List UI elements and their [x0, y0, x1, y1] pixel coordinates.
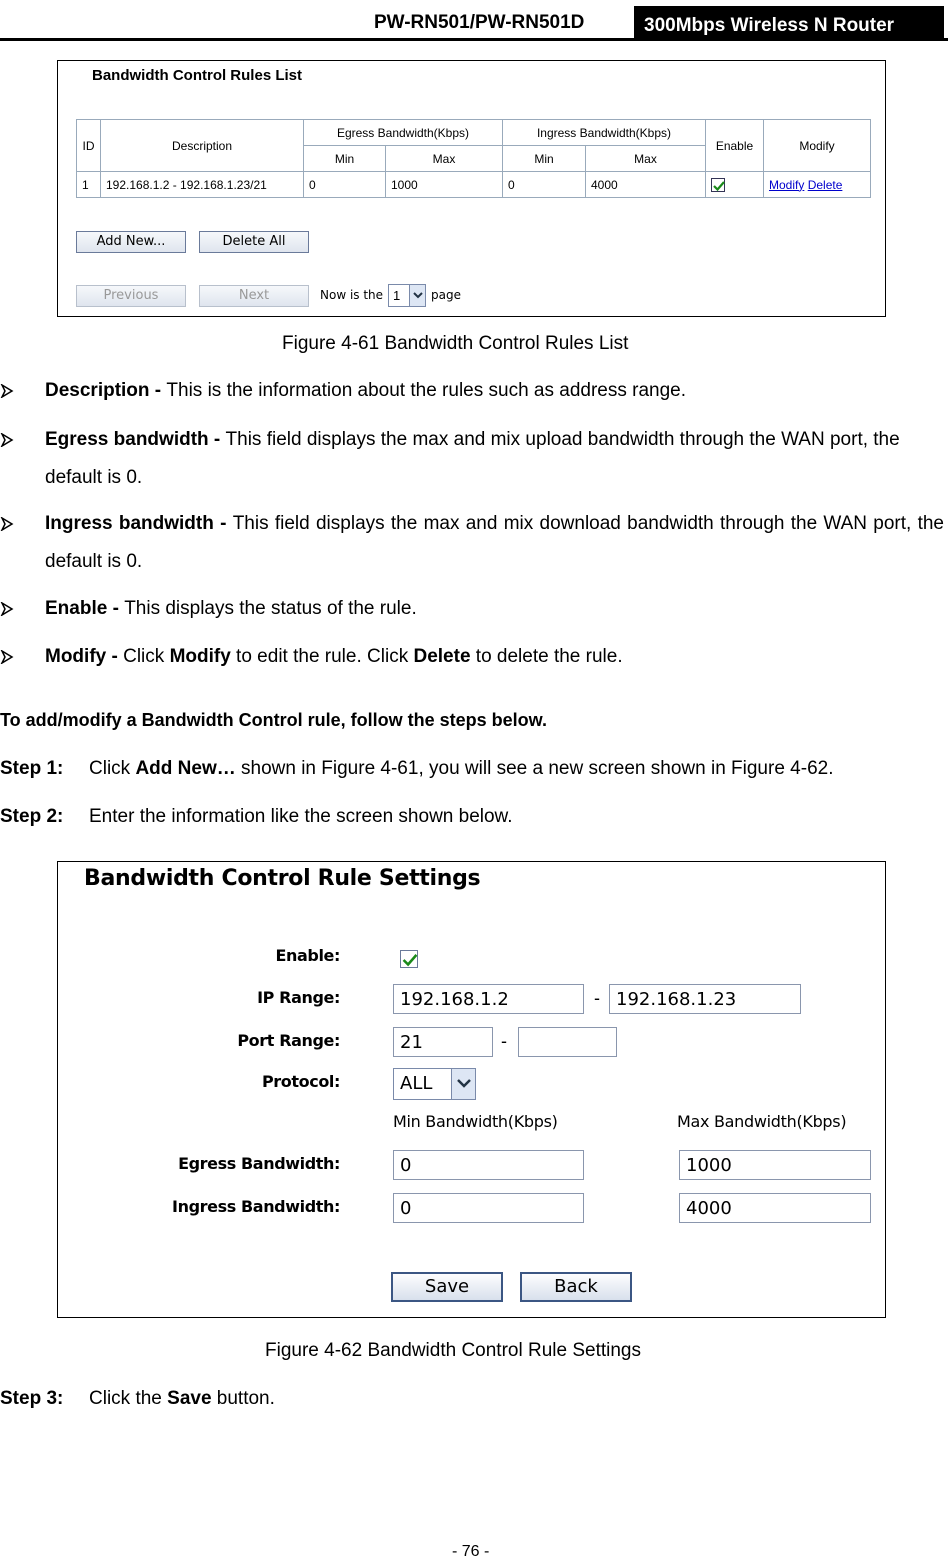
col-egress: Egress Bandwidth(Kbps) — [304, 120, 503, 146]
port-start-input[interactable]: 21 — [393, 1027, 493, 1057]
arrow-bullet-icon — [0, 433, 14, 447]
col-id: ID — [77, 120, 101, 172]
bullet-text: This is the information about the rules such as address range. — [166, 380, 687, 401]
port-end-input[interactable] — [518, 1027, 617, 1057]
port-range-separator: - — [501, 1031, 507, 1051]
step-text: Enter the information like the screen shown below. — [89, 806, 513, 827]
protocol-label: Protocol: — [261, 1072, 340, 1091]
max-bandwidth-header: Max Bandwidth(Kbps) — [677, 1112, 847, 1131]
back-button[interactable]: Back — [520, 1272, 632, 1302]
bullet-description — [0, 372, 944, 410]
manual-product-header: 300Mbps Wireless N Router — [634, 6, 944, 40]
previous-button[interactable]: Previous — [76, 285, 186, 307]
chevron-down-icon — [451, 1069, 475, 1099]
egress-bandwidth-label: Egress Bandwidth: — [178, 1154, 340, 1173]
modify-link[interactable]: Modify — [769, 177, 805, 192]
bullet-bold: Modify — [169, 646, 231, 667]
checkmark-icon — [712, 179, 726, 193]
step-label: Step 3: — [0, 1388, 64, 1409]
arrow-bullet-icon — [0, 602, 14, 616]
col-egress-max: Max — [386, 146, 503, 172]
delete-link[interactable]: Delete — [807, 177, 843, 192]
row-enable-checkbox[interactable] — [711, 178, 725, 192]
bullet-term: Ingress bandwidth - — [45, 513, 233, 534]
step-label: Step 2: — [0, 806, 64, 827]
col-ingress-max: Max — [586, 146, 706, 172]
enable-label: Enable: — [275, 946, 340, 965]
step-text: shown in Figure 4-61, you will see a new screen shown in Figure 4-62. — [235, 758, 834, 779]
delete-all-button[interactable]: Delete All — [199, 231, 309, 253]
bullet-text: This field displays the max and mix download bandwidth through the WAN port, the default is 0. — [45, 513, 944, 572]
bullet-text: This displays the status of the rule. — [124, 598, 417, 619]
bandwidth-rules-list-screenshot — [57, 60, 886, 317]
table-row — [77, 172, 871, 198]
col-description: Description — [101, 120, 304, 172]
bullet-term: Modify - — [45, 646, 124, 667]
ingress-bandwidth-label: Ingress Bandwidth: — [172, 1197, 340, 1216]
row-id: 1 — [77, 172, 101, 198]
rules-table — [76, 119, 871, 198]
step-label: Step 1: — [0, 758, 64, 779]
arrow-bullet-icon — [0, 650, 14, 664]
rule-settings-title: Bandwidth Control Rule Settings — [84, 866, 481, 891]
row-description: 192.168.1.2 - 192.168.1.23/21 — [101, 172, 304, 198]
col-enable: Enable — [706, 120, 764, 172]
save-button[interactable]: Save — [391, 1272, 503, 1302]
pager-prefix: Now is the — [320, 288, 384, 302]
step-bold: Save — [167, 1388, 212, 1409]
checkmark-icon — [401, 951, 419, 969]
steps-heading: To add/modify a Bandwidth Control rule, follow the steps below. — [0, 710, 548, 730]
arrow-bullet-icon — [0, 384, 14, 398]
min-bandwidth-header: Min Bandwidth(Kbps) — [393, 1112, 558, 1131]
add-new-button[interactable]: Add New... — [76, 231, 186, 253]
step-text: Click the — [89, 1388, 168, 1409]
bullet-egress — [0, 421, 944, 497]
figure1-caption: Figure 4-61 Bandwidth Control Rules List — [282, 333, 629, 354]
bullet-term: Enable - — [45, 598, 125, 619]
row-ingress-min: 0 — [503, 172, 586, 198]
row-egress-min: 0 — [304, 172, 386, 198]
bullet-term: Description - — [45, 380, 167, 401]
bullet-text: This field displays the max and mix upload bandwidth through the WAN port, the default is 0. — [45, 429, 900, 488]
bullet-bold: Delete — [413, 646, 471, 667]
step-3 — [0, 1388, 275, 1410]
ip-range-label: IP Range: — [257, 988, 340, 1007]
ip-range-separator: - — [594, 988, 600, 1008]
step-text: button. — [211, 1388, 275, 1409]
page-number: - 76 - — [452, 1543, 490, 1560]
step-bold: Add New… — [135, 758, 236, 779]
bullet-text: to edit the rule. Click — [230, 646, 414, 667]
bullet-text: Click — [123, 646, 170, 667]
arrow-bullet-icon — [0, 517, 14, 531]
bullet-modify — [0, 638, 944, 676]
row-enable — [706, 172, 764, 198]
next-button[interactable]: Next — [199, 285, 309, 307]
page-select[interactable] — [388, 284, 426, 307]
col-egress-min: Min — [304, 146, 386, 172]
header-divider — [0, 38, 948, 41]
port-range-label: Port Range: — [237, 1031, 340, 1050]
ip-end-input[interactable]: 192.168.1.23 — [609, 984, 801, 1014]
col-ingress-min: Min — [503, 146, 586, 172]
egress-min-input[interactable]: 0 — [393, 1150, 584, 1180]
figure2-caption: Figure 4-62 Bandwidth Control Rule Settings — [265, 1340, 641, 1361]
page-select-value: 1 — [393, 288, 401, 303]
step-1 — [0, 758, 833, 780]
manual-model-header: PW-RN501/PW-RN501D — [374, 12, 585, 33]
bullet-term: Egress bandwidth - — [45, 429, 226, 450]
step-text: Click — [89, 758, 136, 779]
row-egress-max: 1000 — [386, 172, 503, 198]
ingress-min-input[interactable]: 0 — [393, 1193, 584, 1223]
row-ingress-max: 4000 — [586, 172, 706, 198]
bullet-text: to delete the rule. — [470, 646, 623, 667]
pager-suffix: page — [431, 288, 461, 302]
col-ingress: Ingress Bandwidth(Kbps) — [503, 120, 706, 146]
row-modify — [764, 172, 871, 198]
egress-max-input[interactable]: 1000 — [679, 1150, 871, 1180]
enable-checkbox[interactable] — [400, 950, 418, 968]
ip-start-input[interactable]: 192.168.1.2 — [393, 984, 584, 1014]
bullet-ingress — [0, 505, 944, 581]
bullet-enable — [0, 590, 944, 628]
step-2 — [0, 806, 513, 828]
rule-settings-screenshot — [57, 861, 886, 1318]
col-modify: Modify — [764, 120, 871, 172]
protocol-select[interactable] — [393, 1068, 476, 1100]
ingress-max-input[interactable]: 4000 — [679, 1193, 871, 1223]
chevron-down-icon — [409, 285, 425, 306]
protocol-select-value: ALL — [400, 1073, 433, 1094]
rules-list-title: Bandwidth Control Rules List — [92, 67, 302, 84]
